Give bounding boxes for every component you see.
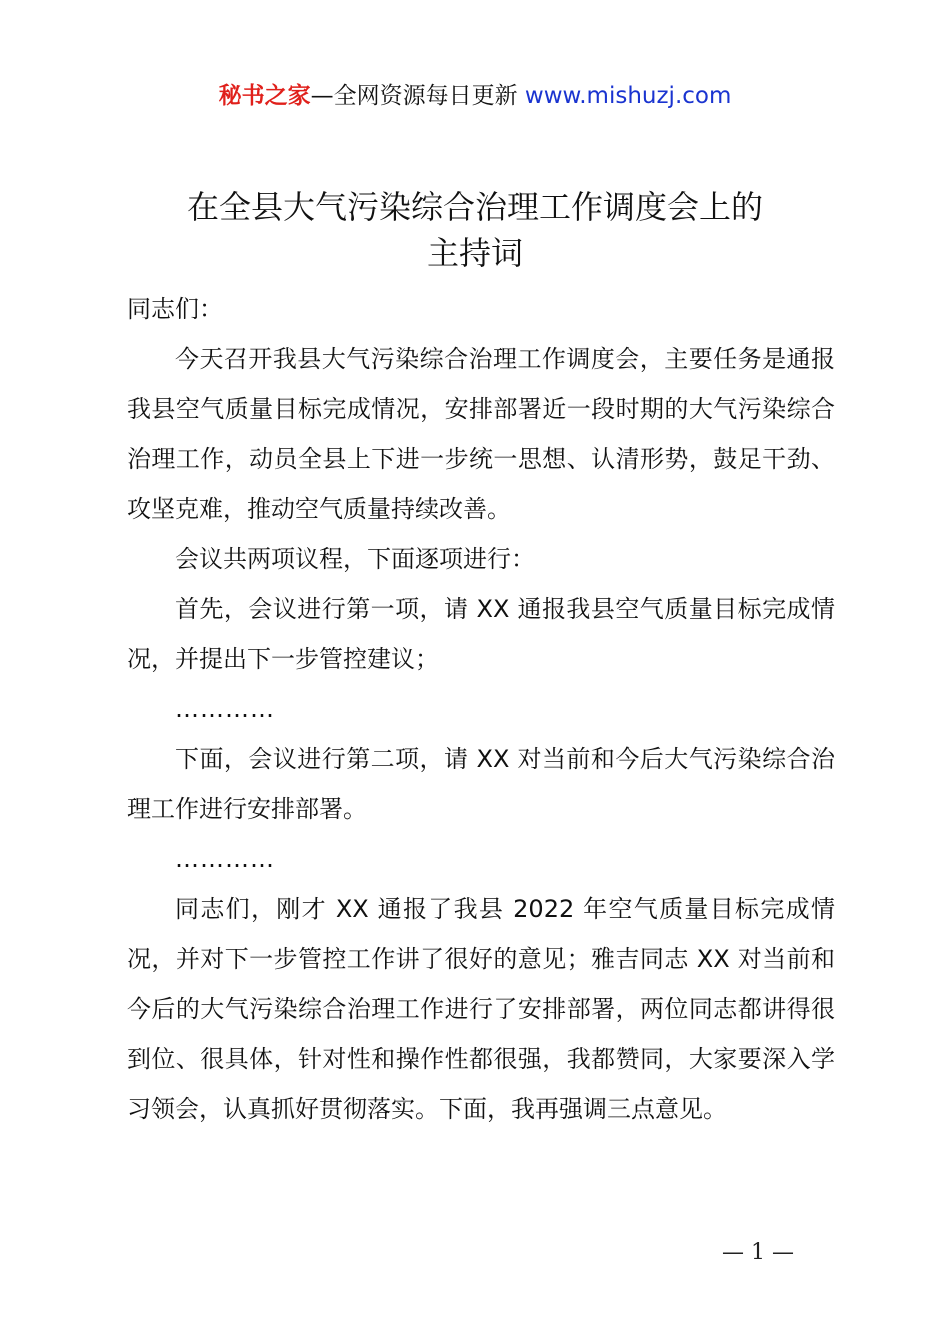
site-url-link[interactable]: www.mishuzj.com bbox=[524, 83, 732, 109]
title-line-2: 主持词 bbox=[426, 234, 523, 272]
title-line-1: 在全县大气污染综合治理工作调度会上的 bbox=[186, 188, 763, 226]
salutation: 同志们： bbox=[127, 295, 223, 323]
page-number: — 1 — bbox=[722, 1240, 794, 1265]
paragraph-agenda: 会议共两项议程，下面逐项进行： bbox=[175, 545, 535, 573]
site-header bbox=[0, 80, 950, 112]
paragraph-item-two: 下面，会议进行第二项，请 XX 对当前和今后大气污染综合治理工作进行安排部署。 bbox=[127, 745, 835, 823]
document-title bbox=[0, 184, 950, 276]
brand-name: 秘书之家 bbox=[218, 83, 311, 109]
header-tagline: —全网资源每日更新 bbox=[310, 83, 518, 109]
paragraph-item-one: 首先，会议进行第一项，请 XX 通报我县空气质量目标完成情况，并提出下一步管控建议； bbox=[127, 595, 835, 673]
paragraph-intro: 今天召开我县大气污染综合治理工作调度会，主要任务是通报我县空气质量目标完成情况，安排部署近一段时期的大气污染综合治理工作，动员全县上下进一步统一思想、认清形势，鼓足干劲、攻坚克难，推动空气质量持续改善。 bbox=[127, 345, 835, 523]
paragraph-summary: 同志们，刚才 XX 通报了我县 2022 年空气质量目标完成情况，并对下一步管控工作讲了很好的意见；雅吉同志 XX 对当前和今后的大气污染综合治理工作进行了安排部署，两位同志都讲得很到位、很具体，针对性和操作性都很强，我都赞同，大家要深入学习领会，认真抓好贯彻落实。下面，我再强调三点意见。 bbox=[127, 895, 835, 1123]
ellipsis-separator: ………… bbox=[175, 845, 275, 873]
ellipsis-separator: ………… bbox=[175, 695, 275, 723]
document-body bbox=[127, 284, 835, 1134]
